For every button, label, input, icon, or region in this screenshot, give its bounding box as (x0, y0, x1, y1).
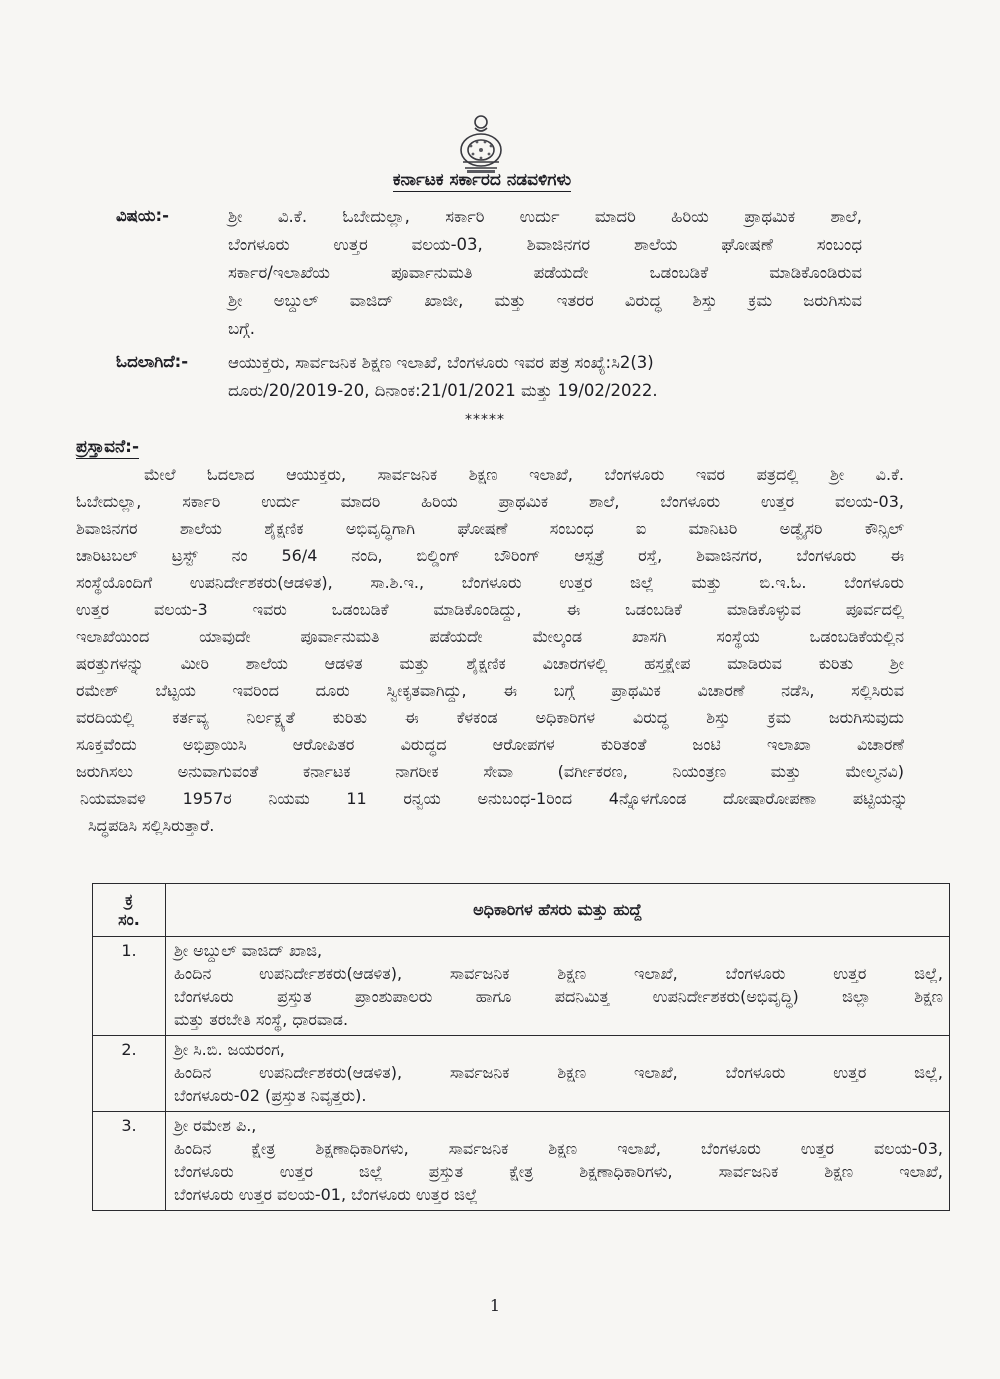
officer-details (166, 1112, 950, 1211)
preamble-line: ಶಿವಾಜಿನಗರ ಶಾಲೆಯ ಶೈಕ್ಷಣಿಕ ಅಭಿವೃದ್ಧಿಗಾಗಿ ಘೋಷಣೆ ಸಂಬಂಧ ಐ ಮಾನಿಟರಿ ಅಡ್ವೈಸರಿ ಕೌನ್ಸಿಲ್ (76, 519, 904, 538)
preamble-line: ಜರುಗಿಸಲು ಅನುವಾಗುವಂತೆ ಕರ್ನಾಟಕ ನಾಗರೀಕ ಸೇವಾ (ವರ್ಗೀಕರಣ, ನಿಯಂತ್ರಣ ಮತ್ತು ಮೇಲ್ಮನವಿ) (76, 762, 904, 781)
table-header-row (93, 884, 950, 937)
page-number: 1 (489, 1296, 501, 1315)
row-number: 3. (93, 1112, 166, 1211)
document-heading: ಕರ್ನಾಟಕ ಸರ್ಕಾರದ ನಡವಳಿಗಳು (392, 170, 572, 190)
subject-label: ವಿಷಯ:- (116, 206, 169, 225)
officer-designation: ಬೆಂಗಳೂರು-02 (ಪ್ರಸ್ತುತ ನಿವೃತ್ತರು). (174, 1086, 367, 1105)
preamble-line: ನಿಯಮಾವಳಿ 1957ರ ನಿಯಮ 11 ರನ್ವಯ ಅನುಬಂಧ-1ರಿಂದ 4ನ್ನೊಳಗೊಂಡ ದೋಷಾರೋಪಣಾ ಪಟ್ಟಿಯನ್ನು (80, 789, 908, 808)
officer-designation: ಮತ್ತು ತರಬೇತಿ ಸಂಸ್ಥೆ, ಧಾರವಾಡ. (174, 1010, 349, 1029)
officer-designation: ಹಿಂದಿನ ಉಪನಿರ್ದೇಶಕರು(ಆಡಳಿತ), ಸಾರ್ವಜನಿಕ ಶಿಕ್ಷಣ ಇಲಾಖೆ, ಬೆಂಗಳೂರು ಉತ್ತರ ಜಿಲ್ಲೆ, (174, 1063, 943, 1082)
officer-name: ಶ್ರೀ ಸಿ.ಬಿ. ಜಯರಂಗ, (174, 1040, 285, 1059)
column-header-serial: ಕ್ರ ಸಂ. (93, 884, 166, 937)
table-row (93, 1112, 950, 1211)
officer-designation: ಬೆಂಗಳೂರು ಪ್ರಸ್ತುತ ಪ್ರಾಂಶುಪಾಲರು ಹಾಗೂ ಪದನಿಮಿತ್ತ ಉಪನಿರ್ದೇಶಕರು(ಅಭಿವೃದ್ಧಿ) ಜಿಲ್ಲಾ ಶಿಕ್ಷಣ (174, 987, 943, 1006)
row-number: 1. (93, 937, 166, 1036)
officer-designation: ಹಿಂದಿನ ಉಪನಿರ್ದೇಶಕರು(ಆಡಳಿತ), ಸಾರ್ವಜನಿಕ ಶಿಕ್ಷಣ ಇಲಾಖೆ, ಬೆಂಗಳೂರು ಉತ್ತರ ಜಿಲ್ಲೆ, (174, 964, 943, 983)
reference-line: ದೂರು/20/2019-20, ದಿನಾಂಕ:21/01/2021 ಮತ್ತು 19/02/2022. (228, 381, 658, 400)
subject-line: ಶ್ರೀ ವಿ.ಕೆ. ಓಬೇದುಲ್ಲಾ, ಸರ್ಕಾರಿ ಉರ್ದು ಮಾದರಿ ಹಿರಿಯ ಪ್ರಾಥಮಿಕ ಶಾಲೆ, (228, 207, 862, 226)
preamble-line: ಮೇಲೆ ಓದಲಾದ ಆಯುಕ್ತರು, ಸಾರ್ವಜನಿಕ ಶಿಕ್ಷಣ ಇಲಾಖೆ, ಬೆಂಗಳೂರು ಇವರ ಪತ್ರದಲ್ಲಿ ಶ್ರೀ ವಿ.ಕೆ. (144, 465, 904, 484)
officer-designation: ಹಿಂದಿನ ಕ್ಷೇತ್ರ ಶಿಕ್ಷಣಾಧಿಕಾರಿಗಳು, ಸಾರ್ವಜನಿಕ ಶಿಕ್ಷಣ ಇಲಾಖೆ, ಬೆಂಗಳೂರು ಉತ್ತರ ವಲಯ-03, (174, 1139, 943, 1158)
officer-designation: ಬೆಂಗಳೂರು ಉತ್ತರ ಜಿಲ್ಲೆ ಪ್ರಸ್ತುತ ಕ್ಷೇತ್ರ ಶಿಕ್ಷಣಾಧಿಕಾರಿಗಳು, ಸಾರ್ವಜನಿಕ ಶಿಕ್ಷಣ ಇಲಾಖೆ, (174, 1162, 943, 1181)
preamble-line: ಇಲಾಖೆಯಿಂದ ಯಾವುದೇ ಪೂರ್ವಾನುಮತಿ ಪಡೆಯದೇ ಮೇಲ್ಕಂಡ ಖಾಸಗಿ ಸಂಸ್ಥೆಯ ಒಡಂಬಡಿಕೆಯಲ್ಲಿನ (76, 627, 904, 646)
preamble-line: ರಮೇಶ್ ಬೆಟ್ಟಯ ಇವರಿಂದ ದೂರು ಸ್ವೀಕೃತವಾಗಿದ್ದು, ಈ ಬಗ್ಗೆ ಪ್ರಾಥಮಿಕ ವಿಚಾರಣೆ ನಡೆಸಿ, ಸಲ್ಲಿಸಿರುವ (76, 681, 904, 700)
preamble-line: ಸಂಸ್ಥೆಯೊಂದಿಗೆ ಉಪನಿರ್ದೇಶಕರು(ಆಡಳಿತ), ಸಾ.ಶಿ.ಇ., ಬೆಂಗಳೂರು ಉತ್ತರ ಜಿಲ್ಲೆ ಮತ್ತು ಬಿ.ಇ.ಓ. ಬೆಂಗಳೂರು (76, 573, 904, 592)
preamble-line: ಸೂಕ್ತವೆಂದು ಅಭಿಪ್ರಾಯಿಸಿ ಆರೋಪಿತರ ವಿರುದ್ಧದ ಆರೋಪಗಳ ಕುರಿತಂತೆ ಜಂಟಿ ಇಲಾಖಾ ವಿಚಾರಣೆ (76, 735, 904, 754)
table-row (93, 937, 950, 1036)
separator: ***** (465, 412, 505, 428)
officers-table (92, 883, 950, 1211)
subject-line: ಬೆಂಗಳೂರು ಉತ್ತರ ವಲಯ-03, ಶಿವಾಜಿನಗರ ಶಾಲೆಯ ಘೋಷಣೆ ಸಂಬಂಧ (228, 235, 862, 254)
preamble-title: ಪ್ರಸ್ತಾವನೆ:- (76, 437, 140, 457)
preamble-line: ಸಿದ್ಧಪಡಿಸಿ ಸಲ್ಲಿಸಿರುತ್ತಾರೆ. (88, 816, 215, 835)
reference-line: ಆಯುಕ್ತರು, ಸಾರ್ವಜನಿಕ ಶಿಕ್ಷಣ ಇಲಾಖೆ, ಬೆಂಗಳೂರು ಇವರ ಪತ್ರ ಸಂಖ್ಯೆ:ಸಿ2(3) (228, 353, 654, 372)
karnataka-emblem-icon (455, 112, 507, 176)
column-header-officers: ಅಧಿಕಾರಿಗಳ ಹೆಸರು ಮತ್ತು ಹುದ್ದೆ (166, 884, 950, 937)
table-row (93, 1036, 950, 1112)
preamble-line: ಷರತ್ತುಗಳನ್ನು ಮೀರಿ ಶಾಲೆಯ ಆಡಳಿತ ಮತ್ತು ಶೈಕ್ಷಣಿಕ ವಿಚಾರಗಳಲ್ಲಿ ಹಸ್ತಕ್ಷೇಪ ಮಾಡಿರುವ ಕುರಿತು ಶ್ರೀ (76, 654, 904, 673)
row-number: 2. (93, 1036, 166, 1112)
officer-name: ಶ್ರೀ ಅಬ್ದುಲ್ ವಾಜಿದ್ ಖಾಜಿ, (174, 941, 323, 960)
reference-label: ಓದಲಾಗಿದೆ:- (116, 352, 189, 371)
officer-name: ಶ್ರೀ ರಮೇಶ ಪಿ., (174, 1116, 257, 1135)
officer-designation: ಬೆಂಗಳೂರು ಉತ್ತರ ವಲಯ-01, ಬೆಂಗಳೂರು ಉತ್ತರ ಜಿಲ್ಲೆ (174, 1185, 478, 1204)
subject-line: ಸರ್ಕಾರ/ಇಲಾಖೆಯ ಪೂರ್ವಾನುಮತಿ ಪಡೆಯದೇ ಒಡಂಬಡಿಕೆ ಮಾಡಿಕೊಂಡಿರುವ (228, 263, 862, 282)
subject-line: ಶ್ರೀ ಅಬ್ದುಲ್ ವಾಜಿದ್ ಖಾಜೀ, ಮತ್ತು ಇತರರ ವಿರುದ್ಧ ಶಿಸ್ತು ಕ್ರಮ ಜರುಗಿಸುವ (228, 291, 862, 310)
officer-details (166, 937, 950, 1036)
officer-details (166, 1036, 950, 1112)
preamble-line: ಓಬೇದುಲ್ಲಾ, ಸರ್ಕಾರಿ ಉರ್ದು ಮಾದರಿ ಹಿರಿಯ ಪ್ರಾಥಮಿಕ ಶಾಲೆ, ಬೆಂಗಳೂರು ಉತ್ತರ ವಲಯ-03, (76, 492, 904, 511)
preamble-line: ಚಾರಿಟಬಲ್ ಟ್ರಸ್ಟ್ ನಂ 56/4 ನಂದಿ, ಬಿಲ್ಡಿಂಗ್ ಬೌರಿಂಗ್ ಆಸ್ಪತ್ರೆ ರಸ್ತೆ, ಶಿವಾಜಿನಗರ, ಬೆಂಗಳೂರು ಈ (76, 546, 904, 565)
subject-line: ಬಗ್ಗೆ. (228, 319, 255, 338)
preamble-line: ಉತ್ತರ ವಲಯ-3 ಇವರು ಒಡಂಬಡಿಕೆ ಮಾಡಿಕೊಂಡಿದ್ದು, ಈ ಒಡಂಬಡಿಕೆ ಮಾಡಿಕೊಳ್ಳುವ ಪೂರ್ವದಲ್ಲಿ (76, 600, 904, 619)
preamble-line: ವರದಿಯಲ್ಲಿ ಕರ್ತವ್ಯ ನಿರ್ಲಕ್ಷ್ಯತೆ ಕುರಿತು ಈ ಕೆಳಕಂಡ ಅಧಿಕಾರಿಗಳ ವಿರುದ್ಧ ಶಿಸ್ತು ಕ್ರಮ ಜರುಗಿಸುವುದು (76, 708, 904, 727)
